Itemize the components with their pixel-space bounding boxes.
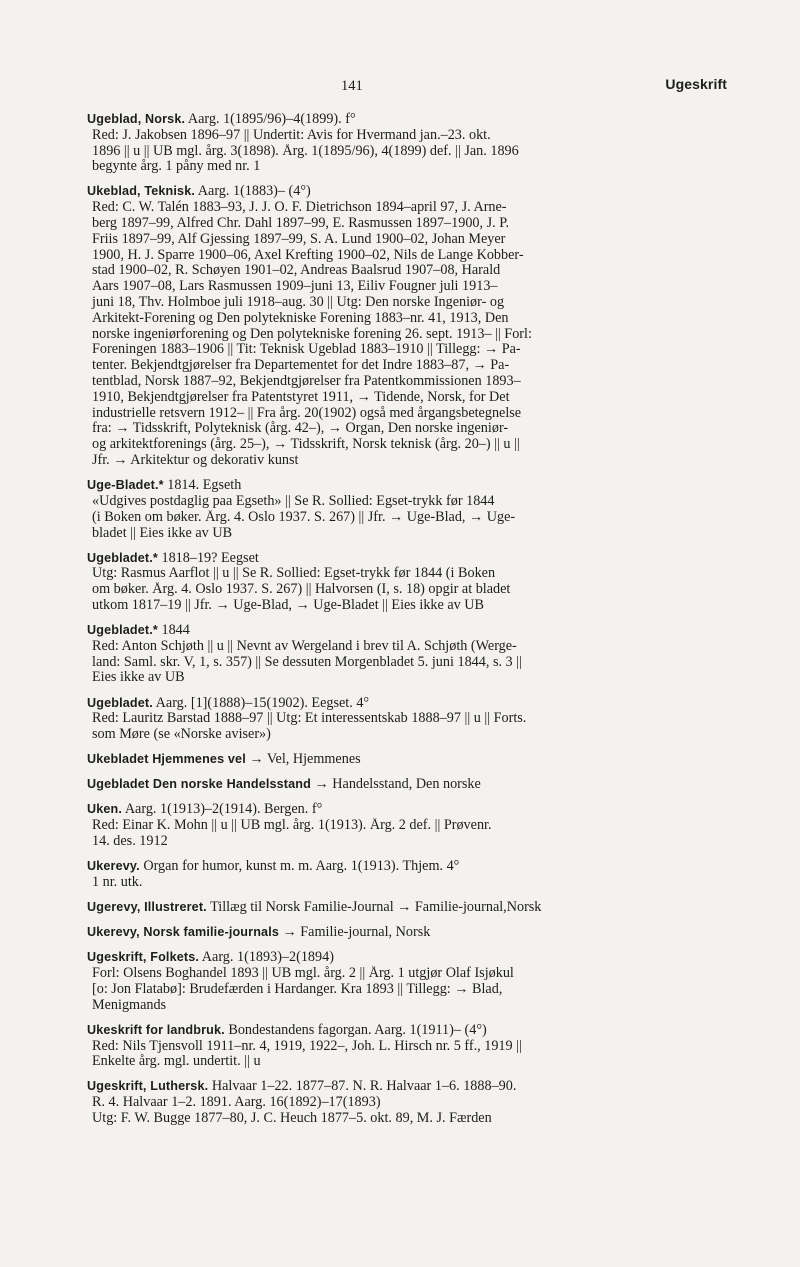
entry-text: → Vel, Hjemmenes [249,752,361,768]
entry-line [87,159,727,175]
entry-text: Red: J. Jakobsen 1896–97 || Undertit: Avis for Hvermand jan.–23. okt. [92,127,491,143]
entry-line [87,566,727,582]
entry-text: Jfr. → Arkitektur og dekorativ kunst [92,453,299,469]
entry-text: → Familie-journal, Norsk [282,925,431,941]
catalog-entry [87,752,727,768]
entry-first-line [87,551,727,567]
entry-text: som Møre (se «Norske aviser») [92,727,271,743]
entry-text: Halvaar 1–22. 1877–87. N. R. Halvaar 1–6. 1888–90. [211,1079,517,1095]
entry-line [87,248,727,264]
entry-text: 1896 || u || UB mgl. årg. 3(1898). Årg. 1(1895/96), 4(1899) def. || Jan. 1896 [92,143,519,159]
entry-line [87,875,727,891]
entry-text: Arkitekt-Forening og Den polytekniske Forening 1883–nr. 41, 1913, Den [92,310,509,326]
entry-first-line [87,859,727,875]
entry-line [87,374,727,390]
entry-line [87,526,727,542]
entry-text: Red: Einar K. Mohn || u || UB mgl. årg. 1(1913). Årg. 2 def. || Prøvenr. [92,818,492,834]
catalog-entry [87,859,727,891]
entry-text: Bondestandens fagorgan. Aarg. 1(1911)– (4°) [228,1022,487,1038]
entry-line [87,200,727,216]
entry-line [87,421,727,437]
entry-text: 1818–19? Eegset [161,550,259,566]
entry-line [87,216,727,232]
entry-text: Aarg. [1](1888)–15(1902). Eegset. 4° [155,695,370,711]
entry-text: Red: Nils Tjensvoll 1911–nr. 4, 1919, 1922–, Joh. L. Hirsch nr. 5 ff., 1919 || [92,1038,522,1054]
entry-first-line [87,478,727,494]
entry-line [87,510,727,526]
entry-headword: Uge-Bladet.* [87,478,164,493]
catalog-entry [87,802,727,849]
entry-text: → Handelsstand, Den norske [314,777,481,793]
entry-text: Red: Lauritz Barstad 1888–97 || Utg: Et interessentskab 1888–97 || u || Forts. [92,711,527,727]
entry-first-line [87,1079,727,1095]
entry-headword: Ukerevy. [87,859,140,874]
entry-text: Enkelte årg. mgl. undertit. || u [92,1054,261,1070]
entry-headword: Ukerevy, Norsk familie-journals [87,925,279,940]
page-number: 141 [341,78,363,94]
entry-text: Red: Anton Schjøth || u || Nevnt av Wergeland i brev til A. Schjøth (Werge- [92,638,517,654]
entry-line [87,128,727,144]
catalog-entry [87,1079,727,1126]
entry-headword: Ugebladet.* [87,623,158,638]
entry-headword: Ugerevy, Illustreret. [87,900,207,915]
entry-text: 1900, H. J. Sparre 1900–06, Axel Krefting 1900–02, Nils de Lange Kobber- [92,247,524,263]
entry-line [87,639,727,655]
entries-list [87,112,727,1127]
section-head: Ugeskrift [665,76,727,92]
entry-line [87,437,727,453]
entry-text: [o: Jon Flatabø]: Brudefærden i Hardanger. Kra 1893 || Tillegg: → Blad, [92,981,503,997]
entry-line [87,1095,727,1111]
entry-text: Aars 1907–08, Lars Rasmussen 1909–juni 13, Eiliv Fougner juli 1913– [92,279,498,295]
entry-first-line [87,184,727,200]
entry-line [87,327,727,343]
entry-text: Utg: Rasmus Aarflot || u || Se R. Sollied: Egset-trykk før 1844 (i Boken [92,566,496,582]
entry-text: norske ingeniørforening og Den polytekniske forening 26. sept. 1913– || Forl: [92,326,532,342]
entry-headword: Ugebladet. [87,695,153,710]
entry-text: og arkitektforenings (årg. 25–), → Tidsskrift, Norsk teknisk (årg. 20–) || u || [92,437,520,453]
catalog-entry [87,623,727,686]
catalog-entry [87,925,727,941]
entry-text: «Udgives postdaglig paa Egseth» || Se R. Sollied: Egset-trykk før 1844 [92,493,495,509]
entry-headword: Ukebladet Hjemmenes vel [87,752,246,767]
entry-text: 1 nr. utk. [92,874,143,890]
entry-line [87,582,727,598]
entry-line [87,655,727,671]
entry-text: 1910, Bekjendtgjørelser fra Patentstyret 1911, → Tidende, Norsk, for Det [92,389,510,405]
entry-text: tenter. Bekjendtgjørelser fra Departementet for det Indre 1883–87, → Pa- [92,358,510,374]
entry-text: Forl: Olsens Boghandel 1893 || UB mgl. årg. 2 || Årg. 1 utgjør Olaf Isjøkul [92,966,514,982]
entry-text: R. 4. Halvaar 1–2. 1891. Aarg. 16(1892)–17(1893) [92,1095,381,1111]
entry-text: Aarg. 1(1913)–2(1914). Bergen. f° [124,802,323,818]
entry-headword: Ugebladet Den norske Handelsstand [87,777,311,792]
entry-text: utkom 1817–19 || Jfr. → Uge-Blad, → Uge-Bladet || Eies ikke av UB [92,598,484,613]
entry-line [87,295,727,311]
entry-text: land: Saml. skr. V, 1, s. 357) || Se dessuten Morgenbladet 5. juni 1844, s. 3 || [92,654,522,670]
entry-text: begynte årg. 1 påny med nr. 1 [92,159,261,175]
page [87,76,727,1136]
entry-line [87,982,727,998]
entry-line [87,818,727,834]
entry-line [87,1039,727,1055]
entry-text: juni 18, Thv. Holmboe juli 1918–aug. 30 || Utg: Den norske Ingeniør- og [92,295,505,311]
catalog-entry [87,551,727,614]
entry-headword: Ugebladet.* [87,550,158,565]
entry-text: Tillæg til Norsk Familie-Journal → Familie-journal,Norsk [210,900,542,916]
entry-line [87,232,727,248]
entry-first-line [87,925,727,941]
entry-headword: Ukeblad, Teknisk. [87,184,196,199]
entry-line [87,342,727,358]
entry-headword: Ugeskrift, Luthersk. [87,1079,209,1094]
entry-line [87,998,727,1014]
running-head [87,76,727,100]
entry-line [87,1111,727,1127]
entry-first-line [87,112,727,128]
entry-line [87,711,727,727]
entry-first-line [87,623,727,639]
entry-text: stad 1900–02, R. Schøyen 1901–02, Andreas Baalsrud 1907–08, Harald [92,263,501,279]
catalog-entry [87,696,727,743]
entry-first-line [87,1023,727,1039]
catalog-entry [87,950,727,1013]
entry-text: industrielle retsvern 1912– || Fra årg. 20(1902) også med årgangsbetegnelse [92,405,522,421]
catalog-entry [87,478,727,541]
entry-headword: Ugeblad, Norsk. [87,112,186,126]
catalog-entry [87,184,727,468]
entry-text: Aarg. 1(1883)– (4°) [197,184,311,200]
entry-line [87,406,727,422]
entry-line [87,727,727,743]
entry-text: Friis 1897–99, Alf Gjessing 1897–99, S. A. Lund 1900–02, Johan Meyer [92,231,506,247]
entry-first-line [87,900,727,916]
entry-text: om bøker. Årg. 4. Oslo 1937. S. 267) || Halvorsen (I, s. 18) opgir at bladet [92,582,511,598]
entry-text: Menigmands [92,997,167,1013]
entry-text: 1844 [161,623,190,639]
entry-first-line [87,950,727,966]
entry-line [87,670,727,686]
entry-text: (i Boken om bøker. Årg. 4. Oslo 1937. S. 267) || Jfr. → Uge-Blad, → Uge- [92,509,516,525]
entry-line [87,834,727,850]
entry-text: Red: C. W. Talén 1883–93, J. J. O. F. Dietrichson 1894–april 97, J. Arne- [92,200,507,216]
entry-text: Eies ikke av UB [92,670,185,686]
entry-line [87,1054,727,1070]
catalog-entry [87,112,727,175]
entry-line [87,263,727,279]
entry-text: bladet || Eies ikke av UB [92,525,233,541]
entry-text: Utg: F. W. Bugge 1877–80, J. C. Heuch 1877–5. okt. 89, M. J. Færden [92,1110,492,1126]
entry-line [87,453,727,469]
entry-text: Aarg. 1(1895/96)–4(1899). f° [187,112,356,127]
entry-text: berg 1897–99, Alfred Chr. Dahl 1897–99, E. Rasmussen 1897–1900, J. P. [92,216,510,232]
entry-text: tentblad, Norsk 1887–92, Bekjendtgjørelser fra Patentkommissionen 1893– [92,374,521,390]
entry-line [87,966,727,982]
entry-headword: Ugeskrift, Folkets. [87,950,200,965]
entry-text: 1814. Egseth [167,478,242,494]
entry-first-line [87,802,727,818]
entry-first-line [87,777,727,793]
entry-text: Aarg. 1(1893)–2(1894) [201,950,334,966]
entry-line [87,598,727,614]
entry-line [87,390,727,406]
entry-text: fra: → Tidsskrift, Polyteknisk (årg. 42–), → Organ, Den norske ingeniør- [92,421,509,437]
catalog-entry [87,1023,727,1070]
entry-first-line [87,696,727,712]
entry-line [87,358,727,374]
entry-headword: Uken. [87,802,123,817]
entry-line [87,279,727,295]
entry-text: Organ for humor, kunst m. m. Aarg. 1(1913). Thjem. 4° [143,859,460,875]
catalog-entry [87,900,727,916]
entry-line [87,144,727,160]
entry-text: Foreningen 1883–1906 || Tit: Teknisk Ugeblad 1883–1910 || Tillegg: → Pa- [92,342,521,358]
entry-text: 14. des. 1912 [92,834,168,850]
entry-line [87,494,727,510]
entry-line [87,311,727,327]
entry-first-line [87,752,727,768]
entry-headword: Ukeskrift for landbruk. [87,1022,225,1037]
catalog-entry [87,777,727,793]
